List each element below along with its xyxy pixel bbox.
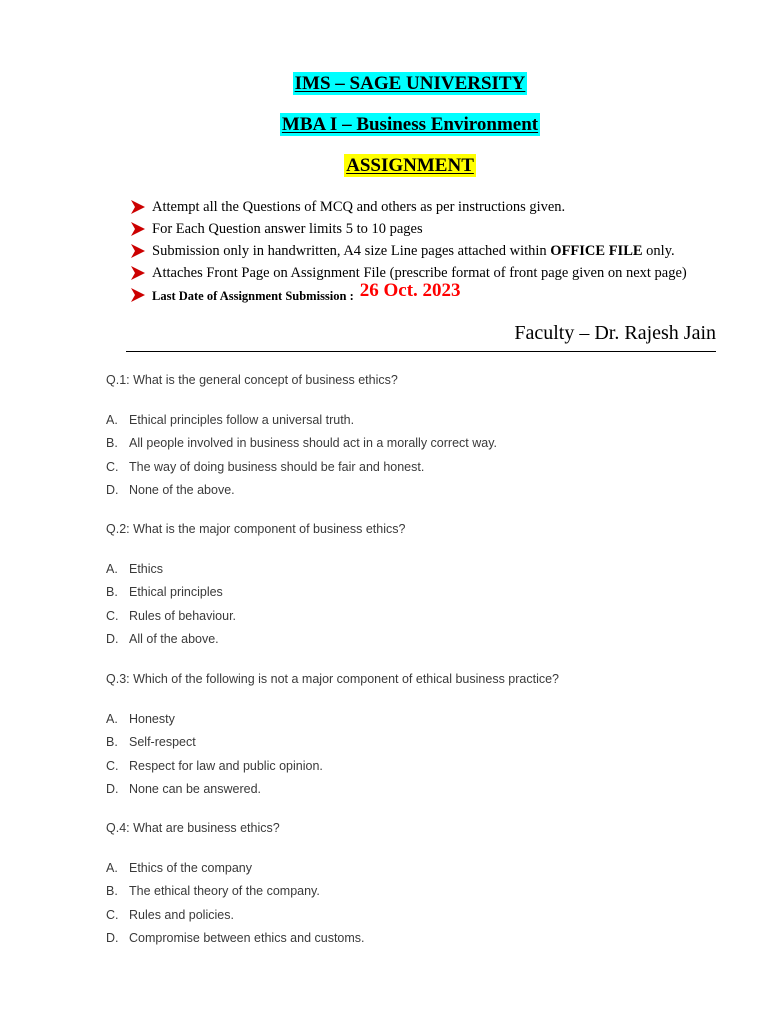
option-list [106, 412, 497, 505]
option-item: A. Honesty [106, 712, 175, 726]
option-item: D. None of the above. [106, 482, 235, 497]
option-item: B. All people involved in business should act in a morally correct way. [106, 436, 498, 451]
option-item: B. The ethical theory of the company. [106, 884, 320, 899]
option-item: C. Respect for law and public opinion. [106, 758, 323, 773]
course-title: MBA I – Business Environment [281, 114, 539, 135]
option-item: C. Rules and policies. [106, 907, 234, 922]
option-item: A. Ethics of the company [106, 861, 252, 875]
instructions-list [130, 198, 750, 310]
option-item: A. Ethics [106, 562, 164, 576]
faculty-name: Faculty – Dr. Rajesh Jain [514, 322, 716, 344]
divider-line [126, 351, 716, 352]
instruction-item: Attaches Front Page on Assignment File (prescribe format of front page given on next page) [130, 264, 750, 286]
option-item: C. The way of doing business should be fair and honest. [106, 459, 425, 474]
instruction-item: Attempt all the Questions of MCQ and others as per instructions given. [130, 198, 750, 220]
instruction-item: Submission only in handwritten, A4 size Line pages attached within OFFICE FILE only. [130, 242, 750, 264]
option-item: D. All of the above. [106, 631, 219, 646]
arrow-bullet-icon [130, 198, 146, 216]
question-block [106, 372, 497, 505]
arrow-bullet-icon [130, 242, 146, 260]
option-list [106, 711, 559, 804]
university-title: IMS – SAGE UNIVERSITY [294, 73, 526, 94]
question-text: Q.1: What is the general concept of business ethics? [106, 373, 398, 387]
question-text: Q.4: What are business ethics? [106, 821, 280, 835]
option-item: B. Ethical principles [106, 585, 223, 600]
question-block [106, 521, 405, 654]
option-list [106, 860, 365, 953]
question-block [106, 671, 559, 804]
instruction-item: For Each Question answer limits 5 to 10 pages [130, 220, 750, 242]
office-file-emphasis: OFFICE FILE [550, 243, 643, 259]
question-text: Q.2: What is the major component of business ethics? [106, 522, 406, 536]
question-block [106, 820, 365, 953]
arrow-bullet-icon [130, 264, 146, 282]
option-item: B. Self-respect [106, 735, 196, 750]
deadline-label: Last Date of Assignment Submission : [152, 289, 354, 303]
option-item: A. Ethical principles follow a universal truth. [106, 413, 355, 427]
question-text: Q.3: Which of the following is not a major component of ethical business practice? [106, 672, 560, 686]
arrow-bullet-icon [130, 220, 146, 238]
option-list [106, 561, 405, 654]
assignment-title: ASSIGNMENT [346, 155, 474, 176]
arrow-bullet-icon [130, 286, 146, 304]
option-item: D. Compromise between ethics and customs. [106, 930, 365, 945]
instruction-item-deadline [130, 280, 750, 310]
option-item: C. Rules of behaviour. [106, 608, 237, 623]
option-item: D. None can be answered. [106, 781, 262, 796]
deadline-date: 26 Oct. 2023 [359, 280, 461, 301]
